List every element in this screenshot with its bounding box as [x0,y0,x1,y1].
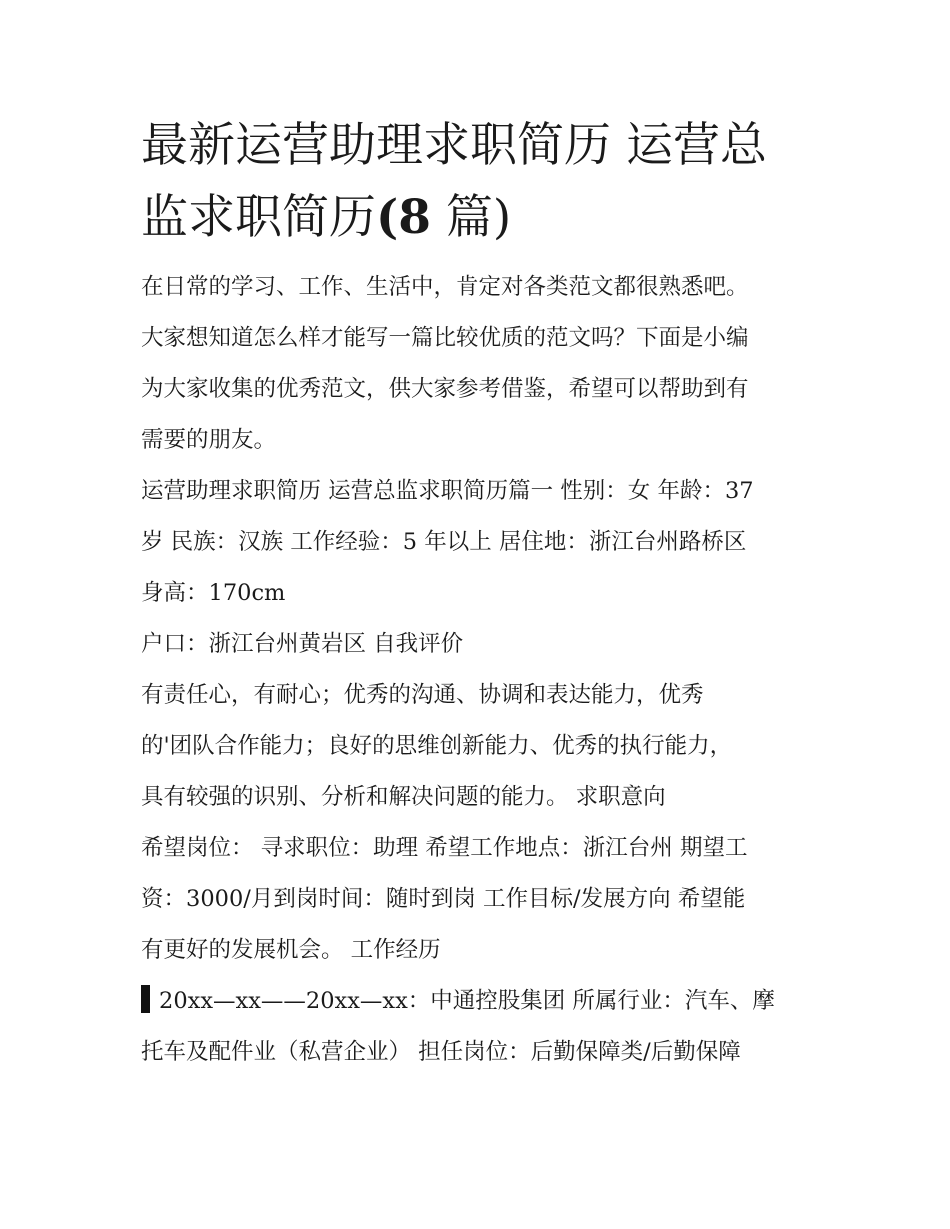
job-intent-paragraph [141,823,821,976]
intent-line: 资：3000/月到岗时间：随时到岗 工作目标/发展方向 希望能 [141,886,746,912]
profile-paragraph [141,466,821,619]
profile-line: 岁 民族：汉族 工作经验：5 年以上 居住地：浙江台州路桥区 [141,529,747,555]
intro-line: 为大家收集的优秀范文，供大家参考借鉴，希望可以帮助到有 [141,376,749,402]
title-count-suffix: 篇) [445,190,512,245]
self-eval-line: 具有较强的识别、分析和解决问题的能力。 求职意向 [141,784,666,810]
experience-line-text: 20xx—xx——20xx—xx：中通控股集团 所属行业：汽车、摩 [159,988,775,1014]
self-eval-line: 有责任心，有耐心；优秀的沟通、协调和表达能力，优秀 [141,682,704,708]
profile-line: 身高：170cm [141,580,286,606]
intro-line: 大家想知道怎么样才能写一篇比较优质的范文吗？下面是小编 [141,325,749,351]
intro-line: 在日常的学习、工作、生活中，肯定对各类范文都很熟悉吧。 [141,274,749,300]
self-evaluation-paragraph [141,670,821,823]
intro-paragraph [141,262,821,466]
experience-line-1 [141,976,821,1027]
hukou-line: 户口：浙江台州黄岩区 自我评价 [141,631,464,657]
self-eval-line: 的'团队合作能力；良好的思维创新能力、优秀的执行能力， [141,733,733,759]
intent-line: 希望岗位： 寻求职位：助理 希望工作地点：浙江台州 期望工 [141,835,748,861]
experience-line: 托车及配件业（私营企业） 担任岗位：后勤保障类/后勤保障 [141,1039,741,1065]
intent-line: 有更好的发展机会。 工作经历 [141,937,441,963]
hukou-paragraph [141,619,821,670]
document-page [141,110,821,1078]
list-marker-icon [141,985,150,1013]
intro-line: 需要的朋友。 [141,427,277,453]
title-line-2-text: 监求职简历 [141,190,376,245]
profile-line: 运营助理求职简历 运营总监求职简历篇一 性别：女 年龄：37 [141,478,754,504]
document-title [141,110,821,254]
title-line-1: 最新运营助理求职简历 运营总 [141,118,767,173]
work-experience-paragraph [141,976,821,1078]
title-line-2 [141,182,821,254]
title-count: (8 [376,190,431,245]
